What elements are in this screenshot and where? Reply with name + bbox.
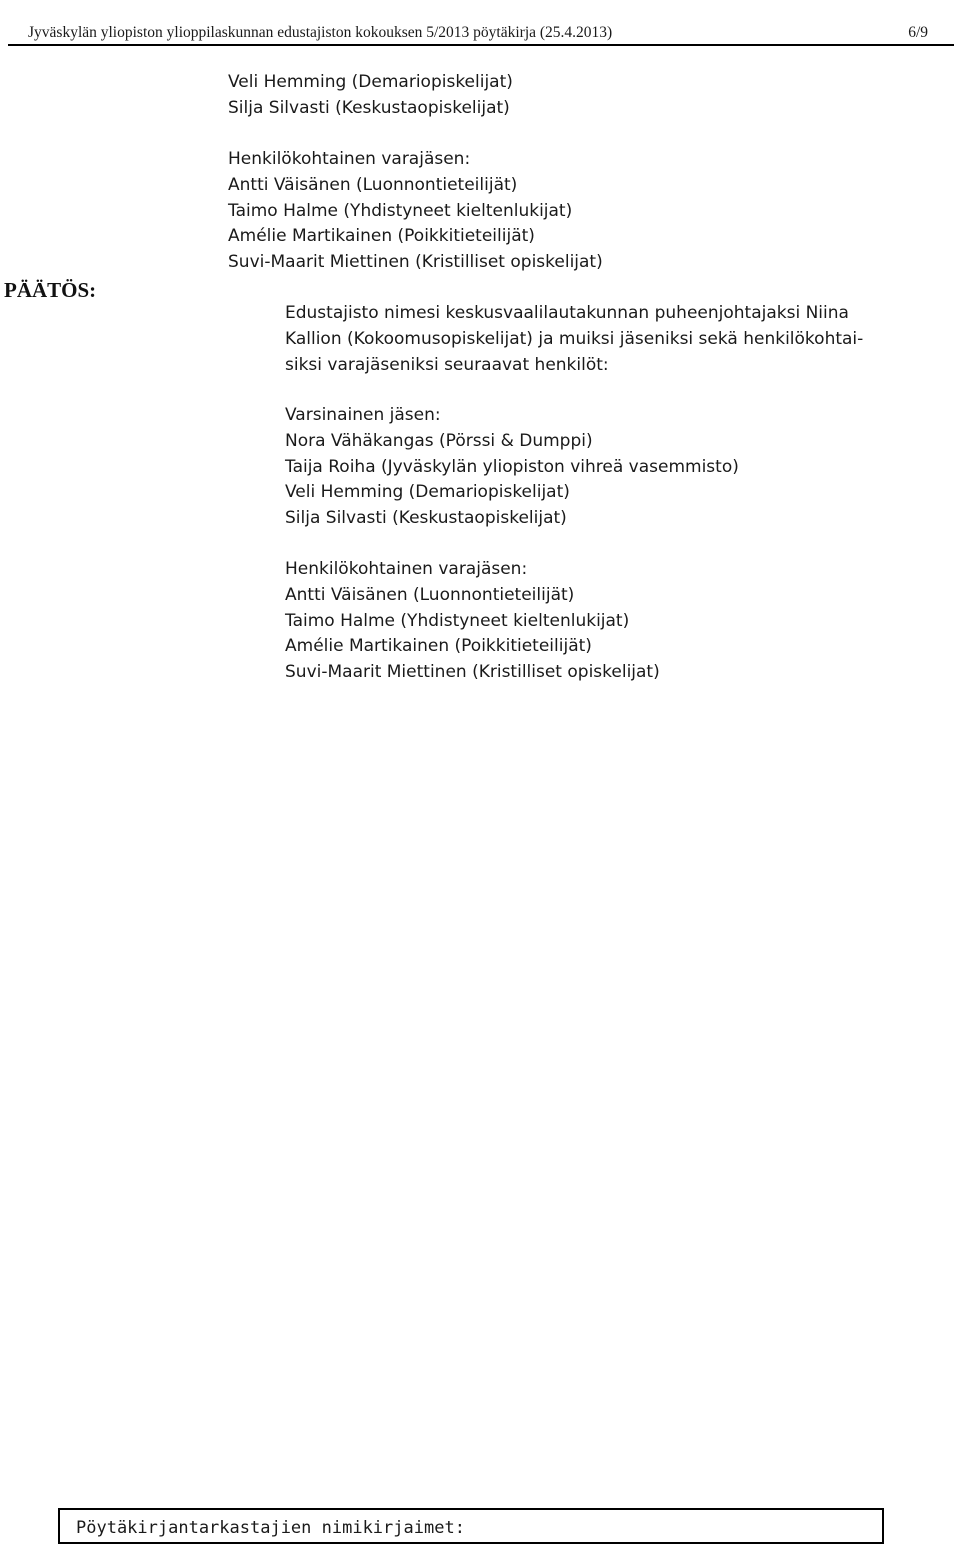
list-item: Amélie Martikainen (Poikkitieteilijät) [228,226,535,247]
continued-deputies-list [228,147,603,276]
paragraph-line: Kallion (Kokoomusopiskelijat) ja muiksi jäseniksi sekä henkilökohtai- [285,328,864,349]
list-item: Veli Hemming (Demariopiskelijat) [228,72,513,92]
paragraph-line: siksi varajäseniksi seuraavat henkilöt: [285,354,609,375]
page-number: 6/9 [908,24,928,41]
page-header [8,12,954,46]
decision-label: PÄÄTÖS: [4,278,97,302]
list-item: Silja Silvasti (Keskustaopiskelijat) [228,97,510,118]
paragraph-line: Edustajisto nimesi keskusvaalilautakunnan puheenjohtajaksi Niina [285,303,849,323]
deputies-heading: Henkilökohtainen varajäsen: [285,559,528,579]
list-item: Nora Vähäkangas (Pörssi & Dumppi) [285,430,593,451]
members-list [285,403,739,532]
document-title: Jyväskylän yliopiston ylioppilaskunnan edustajiston kokouksen 5/2013 pöytäkirja (25.4.2013) [28,24,613,41]
deputies-list [285,557,660,686]
decision-paragraph [285,301,955,378]
list-item: Suvi-Maarit Miettinen (Kristilliset opiskelijat) [228,252,603,273]
list-item: Taimo Halme (Yhdistyneet kieltenlukijat) [228,200,573,221]
list-item: Silja Silvasti (Keskustaopiskelijat) [285,508,567,529]
signature-box [58,1508,884,1544]
list-item: Amélie Martikainen (Poikkitieteilijät) [285,636,592,657]
continued-members-list [228,70,513,122]
list-item: Veli Hemming (Demariopiskelijat) [285,482,570,503]
deputies-heading: Henkilökohtainen varajäsen: [228,149,471,169]
list-item: Suvi-Maarit Miettinen (Kristilliset opiskelijat) [285,662,660,683]
members-heading: Varsinainen jäsen: [285,405,441,425]
list-item: Taija Roiha (Jyväskylän yliopiston vihreä vasemmisto) [285,456,739,477]
list-item: Antti Väisänen (Luonnontieteilijät) [228,174,518,195]
signature-label: Pöytäkirjantarkastajien nimikirjaimet: [76,1518,465,1538]
list-item: Antti Väisänen (Luonnontieteilijät) [285,584,575,605]
list-item: Taimo Halme (Yhdistyneet kieltenlukijat) [285,610,630,631]
